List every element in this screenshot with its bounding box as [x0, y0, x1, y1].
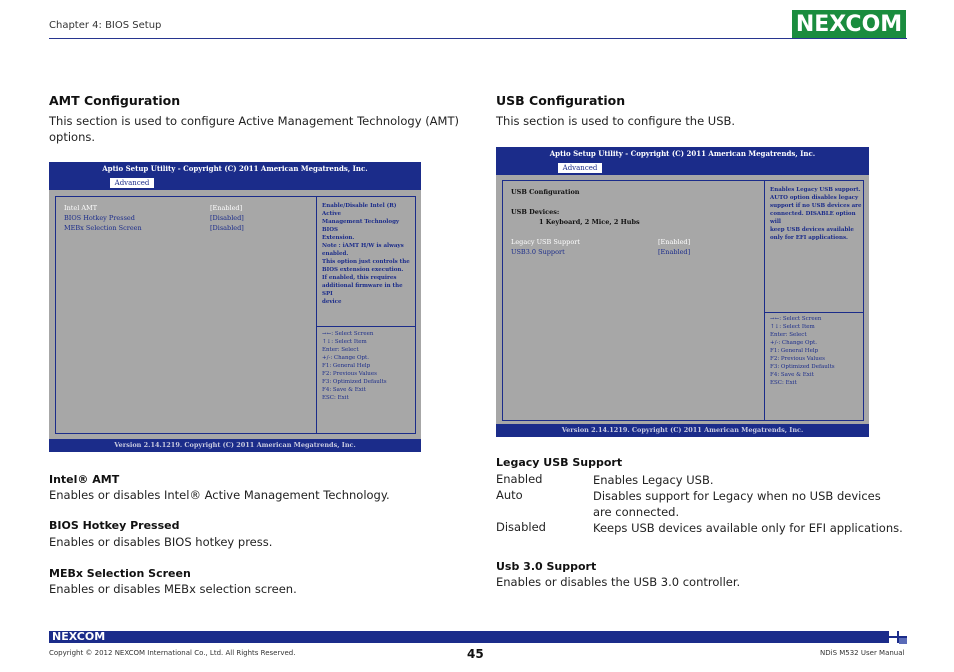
legacy-value: Disables support for Legacy when no USB devices are connected.: [593, 489, 881, 519]
legacy-key: Enabled: [496, 472, 543, 486]
bios-tab-bar: [496, 161, 869, 175]
bios-footer-bar: Version 2.14.1219. Copyright (C) 2011 American Megatrends, Inc.: [496, 424, 869, 437]
item-title-bios-hotkey: BIOS Hotkey Pressed: [49, 519, 180, 532]
bios-devices-value: 1 Keyboard, 2 Mice, 2 Hubs: [539, 218, 640, 226]
bios-tab-bar: [49, 176, 421, 190]
item-title-mebx: MEBx Selection Screen: [49, 567, 191, 580]
bios-help-text: Enable/Disable Intel (R) Active Management Technology BIOS Extension. Note : iAMT H/W is always enabled. This option just controls the BIOS extension execution. If enabled, this requires additional firmware in the SPI device: [322, 203, 410, 305]
amt-section-title: AMT Configuration: [49, 93, 181, 108]
footer-logo: NEXCOM: [52, 630, 106, 643]
usb3-desc: Enables or disables the USB 3.0 controller.: [496, 575, 741, 589]
bios-help-divider: [764, 312, 864, 313]
amt-intro: This section is used to configure Active Management Technology (AMT) options.: [49, 114, 459, 144]
legacy-key: Auto: [496, 488, 523, 502]
header-divider: [49, 38, 907, 39]
bios-row-value[interactable]: [Disabled]: [210, 224, 244, 232]
bios-row-label[interactable]: Legacy USB Support: [511, 238, 580, 246]
bios-help-text: Enables Legacy USB support. AUTO option disables legacy support if no USB devices are connected. DISABLE option will keep USB devices available only for EFI applications.: [770, 187, 862, 241]
legacy-usb-title: Legacy USB Support: [496, 456, 623, 469]
legacy-key: Disabled: [496, 520, 546, 534]
usb-intro: This section is used to configure the USB.: [496, 114, 736, 128]
copyright-text: Copyright © 2012 NEXCOM International Co., Ltd. All Rights Reserved.: [49, 649, 296, 657]
usb-bios-screen: [496, 147, 869, 437]
item-desc-bios-hotkey: Enables or disables BIOS hotkey press.: [49, 535, 273, 549]
bios-help-divider: [316, 326, 416, 327]
item-desc-intel-amt: Enables or disables Intel® Active Management Technology.: [49, 488, 390, 502]
bios-row-value[interactable]: [Enabled]: [658, 248, 691, 256]
item-title-intel-amt: Intel® AMT: [49, 473, 120, 486]
bios-title-bar: Aptio Setup Utility - Copyright (C) 2011 American Megatrends, Inc.: [49, 162, 421, 176]
usb3-title: Usb 3.0 Support: [496, 560, 597, 573]
bios-title-bar: Aptio Setup Utility - Copyright (C) 2011 American Megatrends, Inc.: [496, 147, 869, 161]
bios-row-value[interactable]: [Disabled]: [210, 214, 244, 222]
tab-advanced[interactable]: Advanced: [558, 163, 602, 173]
bios-row-label[interactable]: Intel AMT: [64, 204, 98, 212]
bios-row-label[interactable]: MEBx Selection Screen: [64, 224, 142, 232]
bios-row-value[interactable]: [Enabled]: [658, 238, 691, 246]
bios-row-label[interactable]: USB3.0 Support: [511, 248, 565, 256]
legacy-value: Keeps USB devices available only for EFI applications.: [593, 521, 903, 535]
footer-squares-icon: [889, 630, 907, 644]
bios-row-value[interactable]: [Enabled]: [210, 204, 243, 212]
bios-key-legend: →←: Select Screen ↑↓: Select Item Enter: Select +/-: Change Opt. F1: General Help F2: Previous Values F3: Optimized Defaults F4: Save & Exit ESC: Exit: [322, 331, 387, 401]
bios-row-label[interactable]: BIOS Hotkey Pressed: [64, 214, 135, 222]
footer-bar: [49, 631, 907, 643]
tab-advanced[interactable]: Advanced: [110, 178, 154, 188]
page-number: 45: [467, 647, 484, 661]
bios-key-legend: →←: Select Screen ↑↓: Select Item Enter: Select +/-: Change Opt. F1: General Help F2: Previous Values F3: Optimized Defaults F4: Save & Exit ESC: Exit: [770, 316, 835, 386]
bios-heading: USB Configuration: [511, 188, 580, 196]
bios-devices-label: USB Devices:: [511, 208, 560, 216]
usb-section-title: USB Configuration: [496, 93, 626, 108]
chapter-label: Chapter 4: BIOS Setup: [49, 20, 162, 31]
manual-title: NDiS M532 User Manual: [820, 649, 905, 657]
legacy-value: Enables Legacy USB.: [593, 473, 714, 487]
amt-bios-screen: [49, 162, 421, 452]
bios-footer-bar: Version 2.14.1219. Copyright (C) 2011 American Megatrends, Inc.: [49, 439, 421, 452]
item-desc-mebx: Enables or disables MEBx selection screen.: [49, 582, 297, 596]
nexcom-logo: NEXCOM: [792, 10, 906, 38]
